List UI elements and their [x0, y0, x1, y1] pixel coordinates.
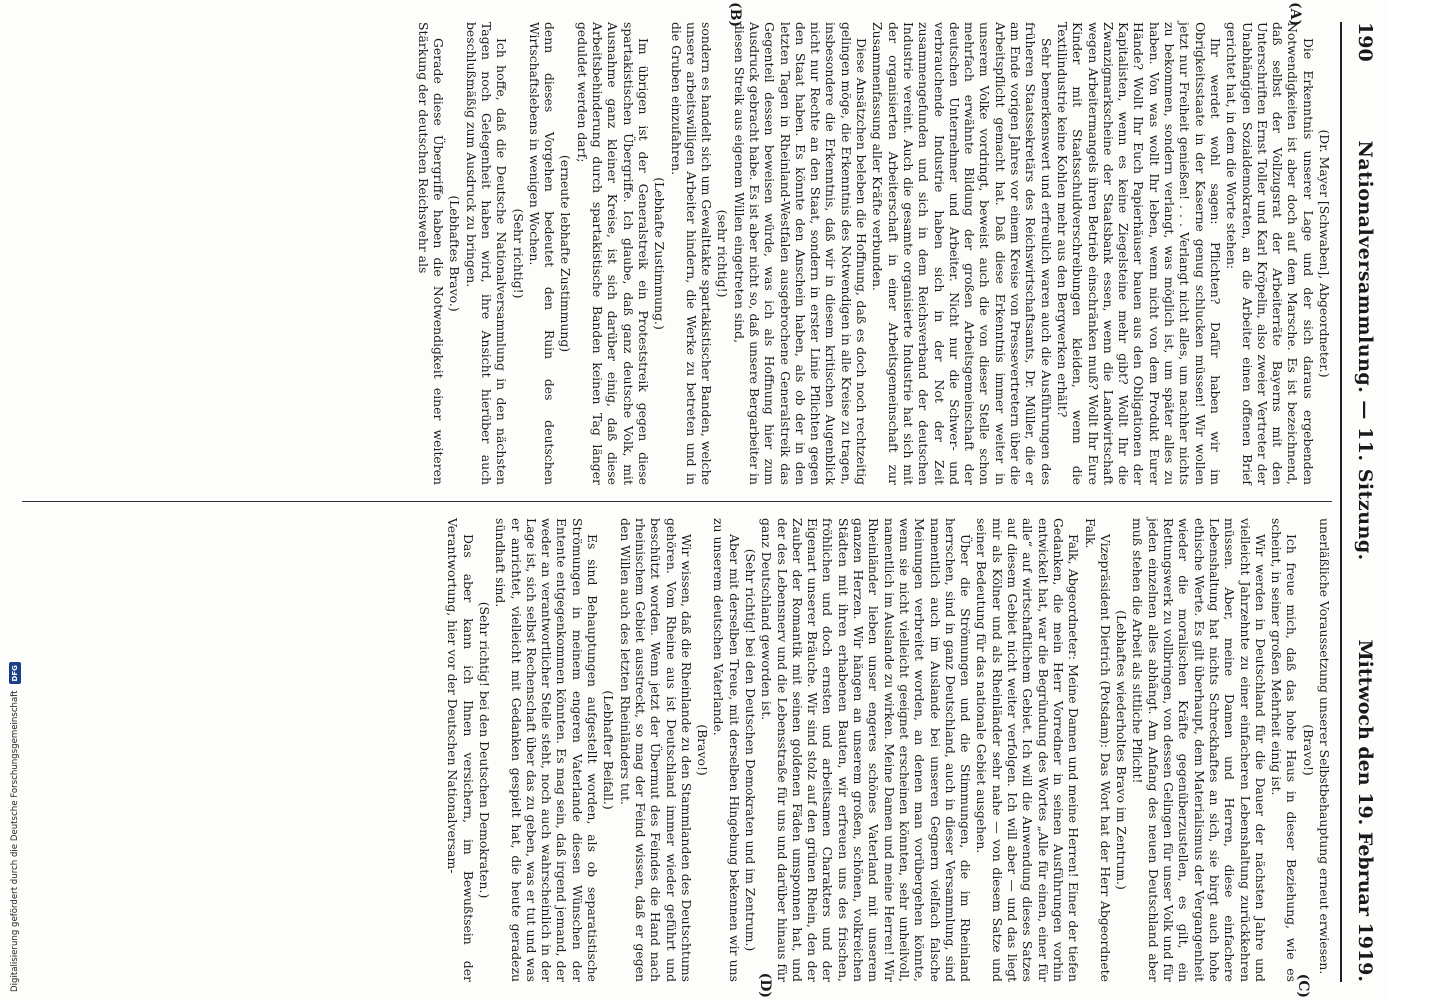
reaction-note: (Lebhafter Beifall.) — [601, 690, 617, 810]
paragraph: Diese Ansätzchen beleben die Hoffnung, daß es doch noch rechtzeitig gelingen möge, die Erkenntnis des Notwendigen in alle Kreise zu tragen, insbesondere die Erkenntnis, daß wir in diesem kritischen Augenblick nicht nur Rechte an den Staat, sondern in erster Linie Pflichten gegen den Staat haben. Es könnte den Anschein haben, als ob der in den letzten Tagen in Rheinland-Westfalen ausgebrochene Generalstreik das Gegenteil dessen beweisen würde, was ich als Hoffnung hier zum Ausdruck gebracht habe. Es ist aber nicht so, daß unsere Bergarbeiter in diesen Streik aus eigenem Willen eingetreten sind, — [731, 22, 870, 485]
reaction-note: (sehr richtig!) — [715, 209, 731, 298]
reaction-note: (Sehr richtig! bei den Deutschen Demokraten.) — [476, 601, 492, 899]
dfg-logo-icon: DFG — [9, 662, 21, 684]
reaction-note: (Lebhafte Zustimmung.) — [652, 177, 668, 330]
page-number: 190 — [1354, 22, 1376, 62]
page-header — [1340, 22, 1376, 982]
paragraph: Gerade diese Übergriffe haben die Notwendigkeit einer weiteren Stärkung der deutschen Reichswehr als — [415, 22, 447, 485]
paragraph: Über die Strömungen und die Stimmungen, die im Rheinland herrschen, sind in ganz Deutschland, auch in dieser Versammlung, sind namentlich auch im Auslande bei unseren Gegnern vielfach falsche Meinungen verbreitet worden, an denen man vorübergehen könnte, wenn sie nicht vielleicht geeignet erscheinen könnten, sehr unheilvoll, namentlich im Auslande zu wirken. Meine Damen und meine Herren! Wir Rheinländer lieben unser engeres schönes Vaterland mit unserem ganzen Herzen. Wir hängen an unserem großen, schönen, volkreichen Städten mit ihren erhabenen Bauten, wir erfreuen uns des frischen, fröhlichen und doch ernsten und arbeitsamen Charakters und der Eigenart unserer Bräuche. Wir sind stolz auf den grünen Rhein, den der Zauber der Romantik mit seinen goldenen Fäden umsponnen hat, und der des Lebensnerv und die Lebensstraße für uns und darüber hinaus für ganz Deutschland geworden ist. — [759, 518, 974, 982]
paragraph: sondern es handelt sich um Gewalttakte spartakistischer Banden, welche unsere arbeitswilligen Arbeiter hindern, die Werke zu betreten und in die Gruben einzufahren. — [668, 22, 715, 485]
paragraph: Vizepräsident Dietrich (Potsdam): Das Wort hat der Herr Abgeordnete Falk. — [1082, 518, 1113, 982]
page-title: Nationalversammlung. — 11. Sitzung. — [1354, 140, 1376, 561]
reaction-note: (Sehr richtig! bei den Deutschen Demokraten und im Zentrum.) — [743, 548, 759, 952]
digitization-credit — [2, 600, 24, 1000]
margin-letter-d: (D) — [757, 972, 773, 998]
paragraph: Es sind Behauptungen aufgestellt worden, als ob separatistische Strömungen in meinem engeren Vaterlande diesen Wünschen der Entente entgegenkommen könnten. Es mag sein, daß irgend jemand, der weder an verantwortlicher Stelle steht, noch auch wahrscheinlich in der Lage ist, sich selbst Rechenschaft über das zu geben, was er tut und was er anrichtet, vielleicht mit Gedanken gespielt hat, die heute geradezu sündhaft sind. — [493, 518, 601, 982]
credit-text: Digitalisierung gefördert durch die Deutsche Forschungsgemeinschaft — [10, 690, 20, 992]
paragraph: Wir werden in Deutschland für die Dauer der nächsten Jahre und vielleicht Jahrzehnte zu einer einfacheren Lebenshaltung zurückkehren müssen. Aber, meine Damen und Herren, diese einfachere Lebenshaltung hat nichts Schreckhaftes an sich, sie birgt auch hohe ethische Werte. Es gilt überhaupt, dem Materialismus der Vergangenheit wieder die moralischen Kräfte gegenüberzustellen, es gilt, ein Rettungswerk zu vollbringen, von dessen Gelingen für unser Volk und für jeden einzelnen alles abhängt. Am Anfang des neuen Deutschland aber muß stehen die Arbeit als sittliche Pflicht! — [1130, 518, 1268, 982]
text-columns — [22, 2, 1332, 998]
paragraph: unerläßliche Voraussetzung unserer Selbstbehauptung erneut erwiesen. — [1317, 518, 1332, 975]
reaction-note: (Bravo!) — [1300, 724, 1316, 776]
paragraph: Sehr bemerkenswert und erfreulich waren auch die Ausführungen des früheren Staatssekretärs des Reichswirtschaftsamts, Dr. Müller, die er am Ende vorigen Jahres vor einem Kreise von Pressevertretern über die Arbeitspflicht gemacht hat. Daß diese Erkenntnis immer weiter in unserem Volke vordringt, beweist auch die von dieser Stelle schon mehrfach erwähnte Bildung der großen Arbeitsgemeinschaft der deutschen Unternehmer und Arbeiter. Nicht nur die Schwer- und verbrauchende Industrie haben sich in der Not der Zeit zusammengefunden und sich in dem Reichsverband der deutschen Industrie vereint. Auch die gesamte organisierte Industrie hat sich mit der organisierten Arbeiterschaft in einer Arbeitsgemeinschaft zur Zusammenfassung aller Kräfte verbunden. — [870, 22, 1054, 485]
reaction-note: (Bravo!) — [695, 724, 711, 776]
paragraph: Das aber kann ich Ihnen versichern, im Bewußtsein der Verantwortung, hier vor der Deutschen Nationalversam- — [445, 518, 476, 982]
paragraph: Wir wissen, daß die Rheinlande zu den Stammlanden des Deutschtums gehören. Vom Rheine aus ist Deutschland immer wieder geführt und beschützt worden. Wenn jetzt der Übermut des Feindes die Hand nach rheinischem Gebiet ausstreckt, so mag der Feind wissen, daß er gegen den Willen auch des letzten Rheinländers tut. — [617, 518, 694, 982]
right-column — [22, 502, 1332, 998]
margin-letter-b: (B) — [727, 2, 743, 28]
paragraph: Die Erkenntnis unserer Lage und der sich daraus ergebenden Notwendigkeiten ist aber doch auf dem Marsche. Es ist bezeichnend, daß selbst der Vollzugsrat der Arbeiterräte Bayerns mit den Unterschriften Ernst Toller und Karl Kröpelin, also zweier Vertreter der Unabhängigen Sozialdemokraten, an die Arbeiter einen offenen Brief gerichtet hat, in dem die Worte stehen: — [1224, 22, 1316, 485]
paragraph: Falk, Abgeordneter: Meine Damen und meine Herren! Einer der tiefen Gedanken, die mein Herr Vorredner in seinen Ausführungen vorhin entwickelt hat, war die Begründung des Wortes „Alle für einen, einer für alle“ auf wirtschaftlichem Gebiet. Ich will die Anwendung dieses Satzes auf diesem Gebiet nicht weiter verfolgen. Ich will aber — und das liegt mir als Kölner und als Rheinländer sehr nahe — von diesem Satze und seiner Bedeutung für das nationale Gebiet ausgehen. — [974, 518, 1082, 982]
margin-letter-a: (A) — [1287, 2, 1303, 27]
margin-letter-c: (C) — [1295, 973, 1311, 998]
paragraph: Im übrigen ist der Generalstreik ein Proteststreik gegen diese spartakistischen Übergriffe. Ich glaube, daß ganz deutsche Volk, mit Ausnahme ganz kleiner Kreise, ist sich darüber einig, daß diese Arbeitsbehinderung durch spartakistische Banden keinen Tag länger geduldet werden darf; — [574, 22, 651, 485]
session-date: Mittwoch den 19. Februar 1919. — [1354, 639, 1376, 982]
quoted-paragraph: Ihr werdet wohl sagen: Pflichten? Dafür haben wir im Obrigkeitsstaate in der Kaserne genug schlucken müssen! Wir wollen jetzt nur Freiheit genießen! . . . Verlangt nicht alles, um nachher nichts zu bekommen, sondern verlangt, was möglich ist, um später alles zu haben. Von was wollt Ihr leben, wenn nicht von dem Produkt Eurer Hände? Wollt Ihr Euch Papierhäuser bauen aus den Obligationen der Kapitalisten, wenn es keine Ziegelsteine mehr gibt? Wollt Ihr die Zwanzigmarkscheine der Staatsbank essen, wenn die Landwirtschaft wegen Arbeitermangels ihren Betrieb einschränken muß? Wollt Ihr Eure Kinder mit Staatsschuldverschreibungen kleiden, wenn die Textilindustrie keine Kohlen mehr aus den Bergwerken erhält? — [1054, 22, 1223, 485]
left-column — [22, 2, 1332, 502]
reaction-note: (Lebhaftes Bravo.) — [447, 195, 463, 312]
reaction-note: (Lebhaftes wiederholtes Bravo im Zentrum.) — [1114, 610, 1130, 890]
paragraph: denn dieses Vorgehen bedeutet den Ruin des deutschen Wirtschaftslebens in wenigen Wochen. — [526, 22, 558, 485]
paragraph: Ich hoffe, daß die Deutsche Nationalversammlung in den nächsten Tagen noch Gelegenheit haben wird, ihre Ansicht hierüber auch beschlußmäßig zum Ausdruck zu bringen. — [463, 22, 510, 485]
speaker-note: (Dr. Mayer [Schwaben], Abgeordneter.) — [1317, 129, 1332, 378]
paragraph: Ich freue mich, daß das hohe Haus in dieser Beziehung, wie es scheint, in seiner großen Mehrheit einig ist. — [1269, 518, 1300, 982]
paragraph: Aber mit derselben Treue, mit derselben Hingebung bekennen wir uns zu unserem deutschen Vaterlande. — [711, 518, 742, 982]
reaction-note: (Sehr richtig!) — [510, 208, 526, 299]
reaction-note: (erneute lebhafte Zustimmung) — [558, 154, 574, 353]
